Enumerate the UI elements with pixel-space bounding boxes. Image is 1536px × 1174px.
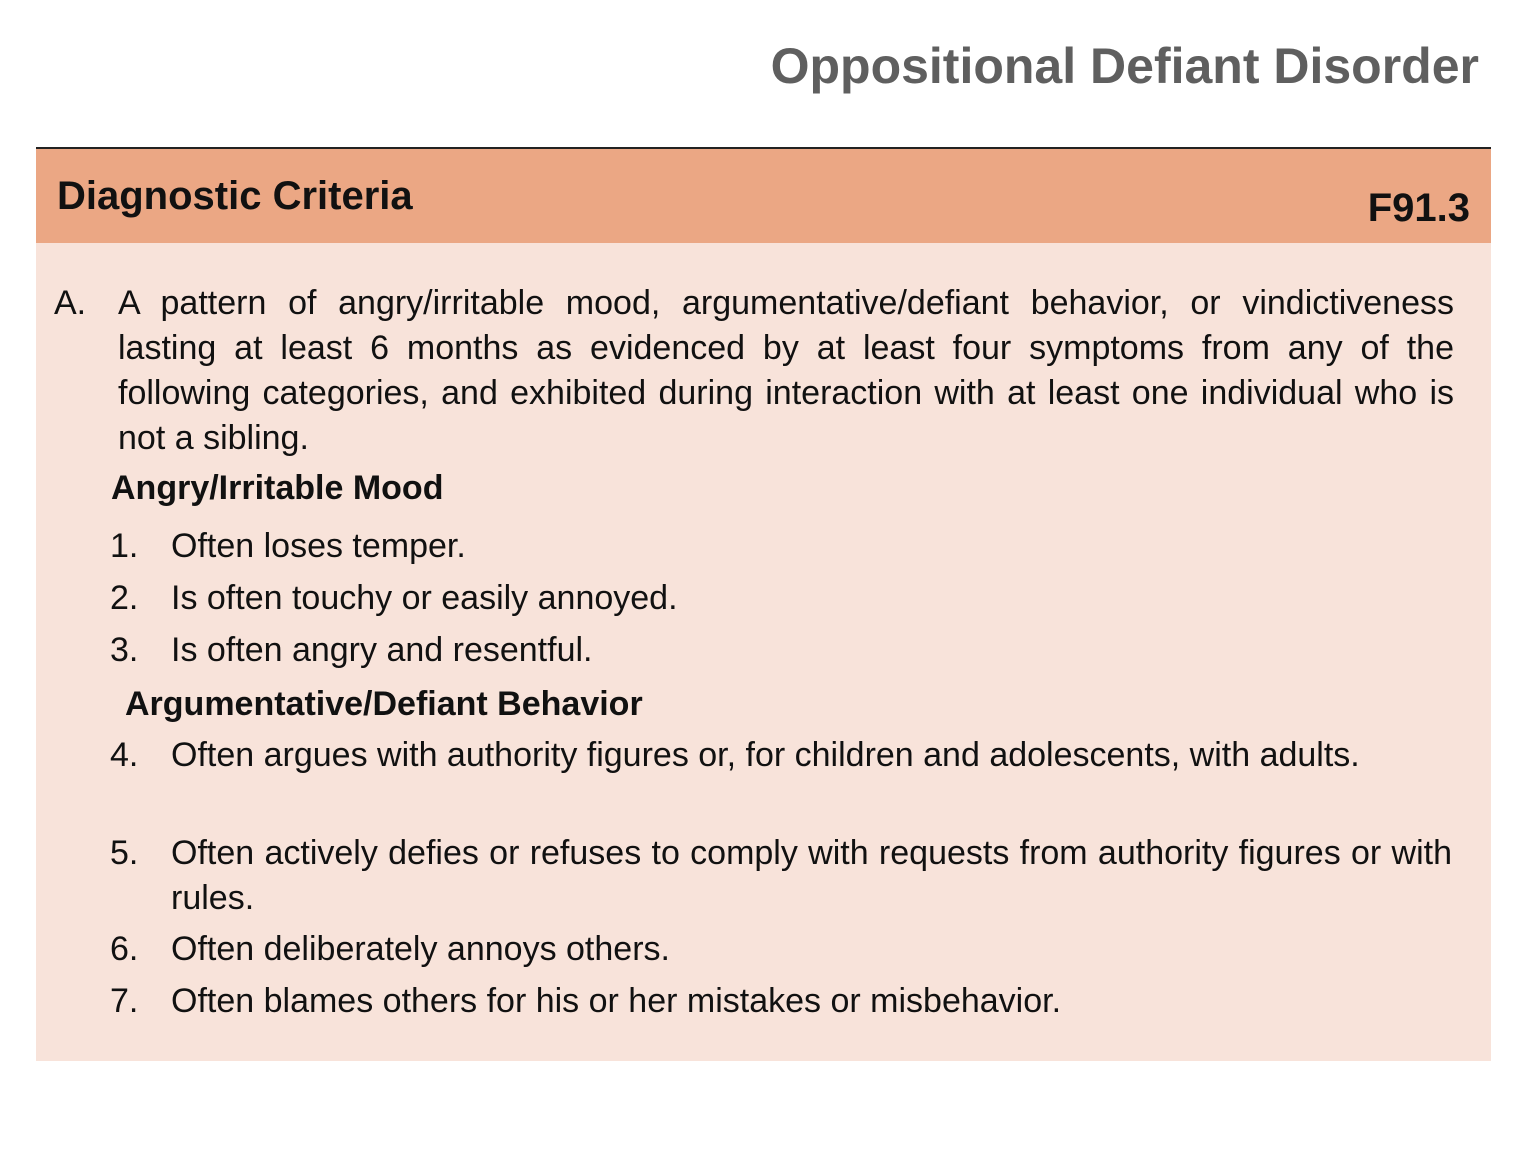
criterion-text: A pattern of angry/irritable mood, argumentative/defiant behavior, or vindictiveness lasting at least 6 months as evidenced by at least four symptoms from any of the following categories, and exhibited during interaction with at least one individual who is not a sibling. (118, 284, 1454, 457)
diagnostic-criteria-box (36, 147, 1491, 1061)
criteria-header (36, 149, 1491, 243)
symptom-number: 6. (110, 930, 139, 968)
symptom-number: 4. (110, 736, 139, 774)
symptom-item (110, 831, 1452, 921)
symptom-number: 3. (110, 631, 139, 669)
symptom-number: 5. (110, 834, 139, 872)
symptom-text: Often argues with authority figures or, for children and adolescents, with adults. (171, 736, 1360, 774)
symptom-number: 1. (110, 527, 139, 565)
page-title: Oppositional Defiant Disorder (770, 38, 1479, 94)
criteria-heading: Diagnostic Criteria (57, 174, 413, 218)
symptom-text: Often actively defies or refuses to comply with requests from authority figures or with rules. (171, 834, 1452, 917)
symptom-number: 7. (110, 982, 139, 1020)
section-heading-argumentative-defiant-behavior: Argumentative/Defiant Behavior (125, 685, 643, 723)
symptom-text: Often deliberately annoys others. (171, 930, 670, 968)
symptom-item (110, 628, 1452, 673)
section-heading-angry-irritable-mood: Angry/Irritable Mood (111, 469, 444, 507)
symptom-text: Is often angry and resentful. (171, 631, 593, 669)
symptom-item (110, 927, 1452, 972)
symptom-item (110, 733, 1452, 778)
symptom-number: 2. (110, 579, 139, 617)
symptom-text: Often blames others for his or her mistakes or misbehavior. (171, 982, 1062, 1020)
diagnostic-code: F91.3 (1367, 186, 1470, 230)
symptom-item (110, 576, 1452, 621)
symptom-item (110, 524, 1452, 569)
criterion-a (54, 281, 1454, 461)
symptom-text: Is often touchy or easily annoyed. (171, 579, 678, 617)
criterion-letter: A. (54, 284, 87, 322)
symptom-text: Often loses temper. (171, 527, 466, 565)
symptom-item (110, 979, 1452, 1024)
